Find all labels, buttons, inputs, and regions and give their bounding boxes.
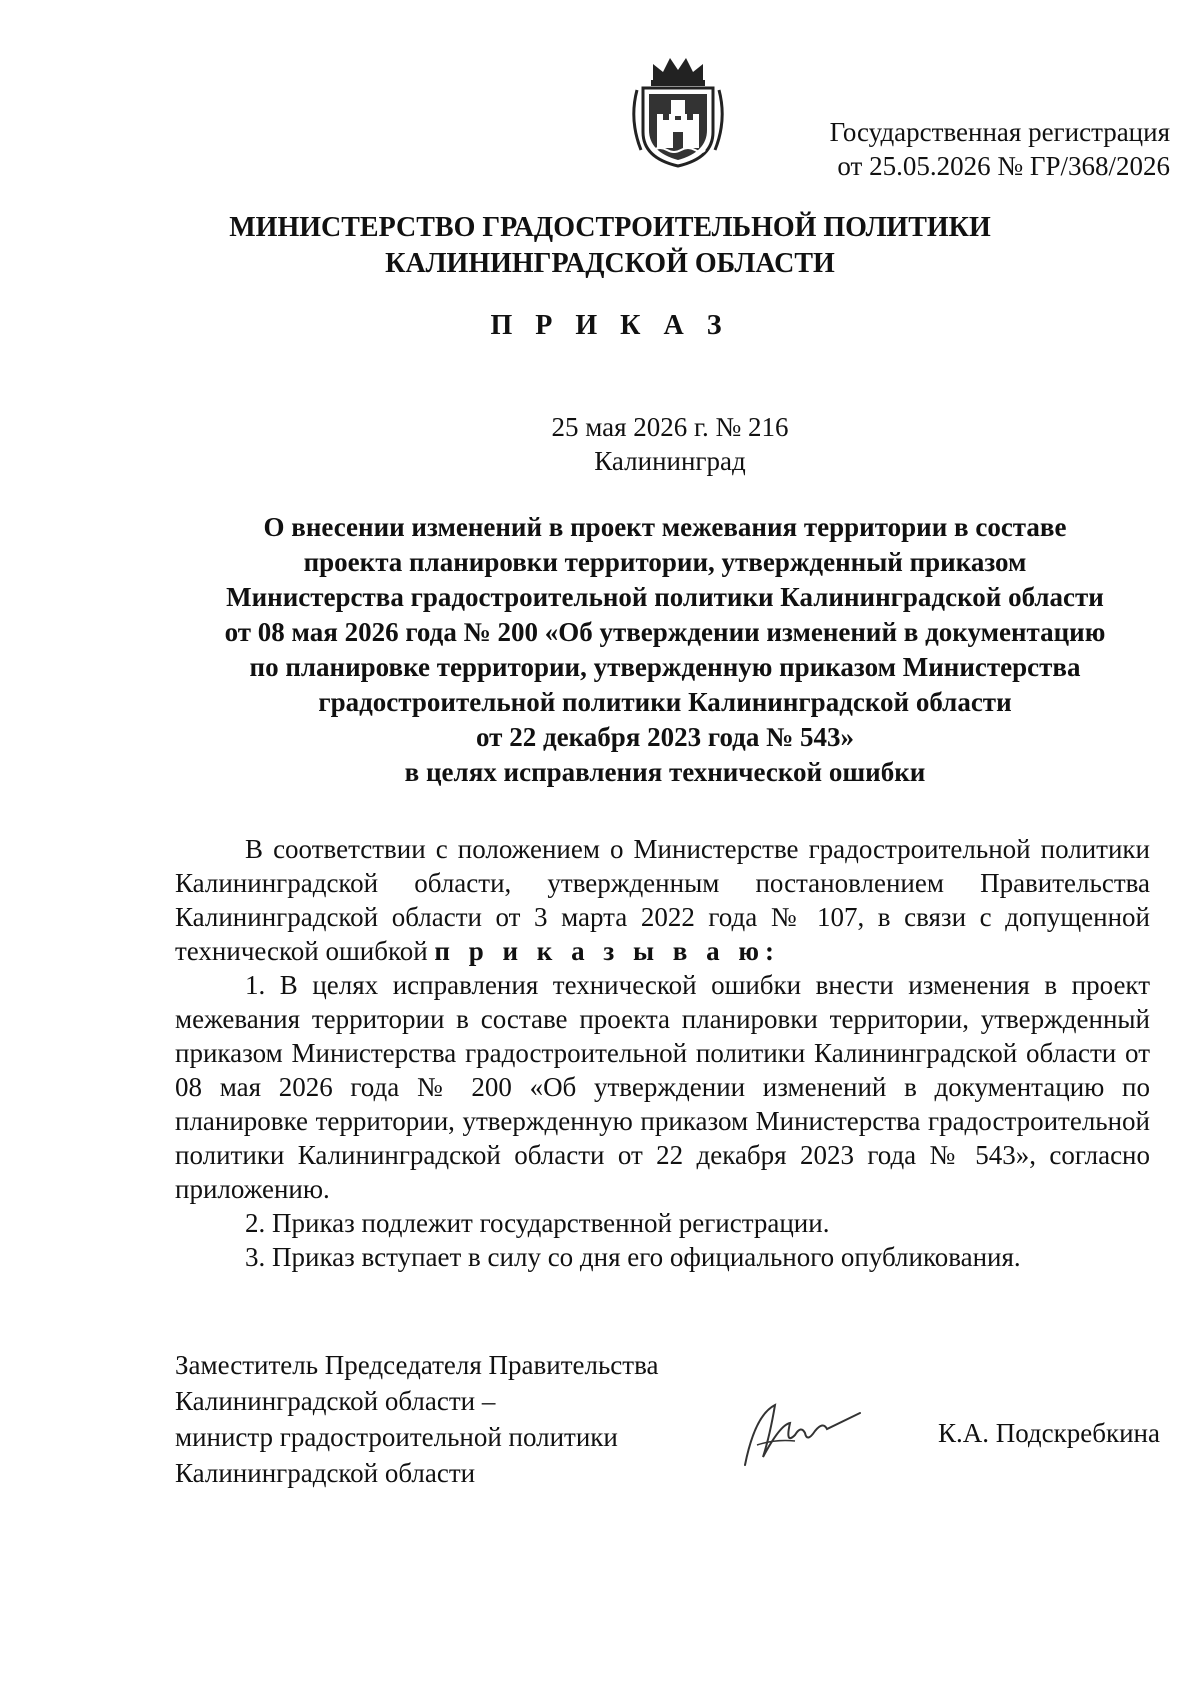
preamble-text: В соответствии с положением о Министерстве градостроительной политики Калининградской области, утвержденным постановлением Правительства Калининградской области от 3 марта 2022 года № 107, в связи с допущенной технической ошибкой — [175, 834, 1150, 966]
subject-line: от 08 мая 2026 года № 200 «Об утверждении изменений в документацию — [224, 617, 1106, 647]
city: Калининград — [594, 446, 746, 476]
signatory-line2: Калининградской области – — [175, 1386, 496, 1416]
ministry-header — [180, 210, 1040, 282]
ministry-line2: КАЛИНИНГРАДСКОЙ ОБЛАСТИ — [385, 248, 835, 279]
signatory-line4: Калининградской области — [175, 1458, 476, 1488]
item-1: 1. В целях исправления технической ошибки внести изменения в проект межевания территории в составе проекта планировки территории, утвержденный приказом Министерства градостроительной политики Калининградской области от 08 мая 2026 года № 200 «Об утверждении изменений в документацию по планировке территории, утвержденную приказом Министерства градостроительной политики Калининградской области от 22 декабря 2023 года № 543», согласно приложению. — [175, 970, 1150, 1204]
registration-line2: от 25.05.2026 № ГР/368/2026 — [837, 151, 1170, 181]
coat-of-arms-icon — [623, 50, 733, 170]
subject-line: в целях исправления технической ошибки — [404, 757, 926, 787]
item-2: 2. Приказ подлежит государственной регистрации. — [245, 1208, 830, 1238]
subject-line: О внесении изменений в проект межевания территории в составе — [263, 512, 1067, 542]
registration-stamp — [770, 115, 1170, 183]
signatory-line3: министр градостроительной политики — [175, 1422, 618, 1452]
subject-line: от 22 декабря 2023 года № 543» — [476, 722, 854, 752]
subject-line: по планировке территории, утвержденную приказом Министерства — [249, 652, 1081, 682]
document-type: П Р И К А З — [490, 310, 730, 341]
item-3: 3. Приказ вступает в силу со дня его официального опубликования. — [245, 1242, 1021, 1272]
order-subject — [170, 510, 1160, 790]
order-body — [175, 832, 1150, 1274]
subject-line: проекта планировки территории, утвержденный приказом — [303, 547, 1027, 577]
date-number-block — [380, 410, 960, 478]
subject-line: Министерства градостроительной политики Калининградской области — [226, 582, 1104, 612]
preamble-keyword: п р и к а з ы в а ю: — [434, 936, 780, 966]
date-number: 25 мая 2026 г. № 216 — [551, 412, 789, 442]
signatory-line1: Заместитель Председателя Правительства — [175, 1350, 659, 1380]
registration-line1: Государственная регистрация — [829, 117, 1170, 147]
preamble-paragraph — [175, 832, 1150, 968]
subject-line: градостроительной политики Калининградской области — [318, 687, 1012, 717]
handwritten-signature-icon — [735, 1395, 865, 1475]
signer-name: К.А. Подскребкина — [937, 1418, 1160, 1448]
ministry-line1: МИНИСТЕРСТВО ГРАДОСТРОИТЕЛЬНОЙ ПОЛИТИКИ — [229, 212, 991, 243]
signatory-title — [175, 1347, 735, 1491]
